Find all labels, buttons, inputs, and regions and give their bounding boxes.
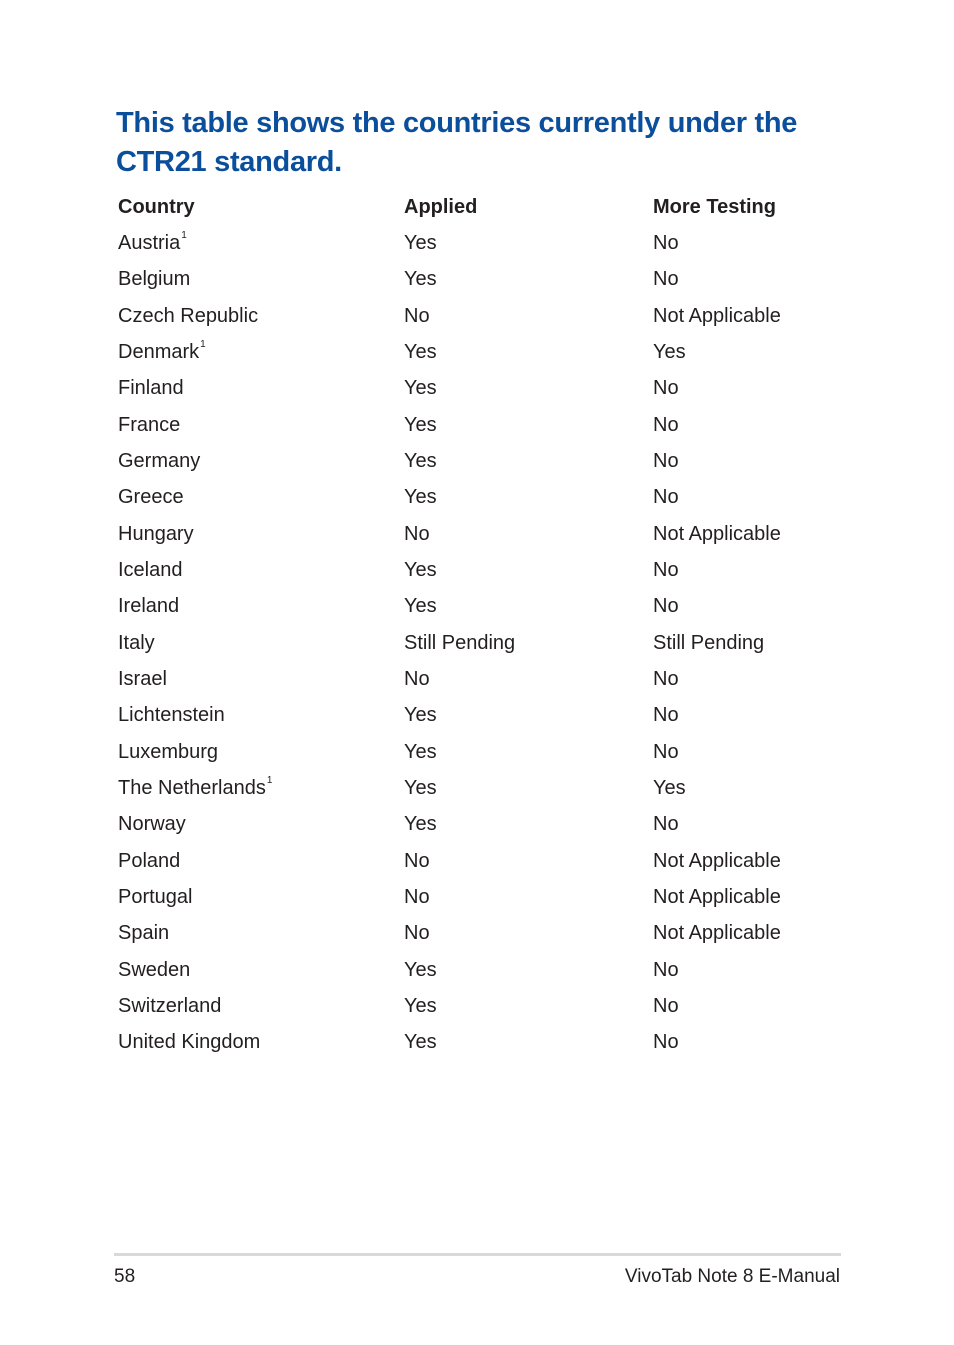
country-name: The Netherlands: [118, 776, 266, 799]
cell-more-testing: No: [653, 558, 679, 581]
column-header-applied: Applied: [404, 195, 478, 218]
cell-applied: Yes: [404, 558, 437, 581]
cell-applied: Yes: [404, 704, 437, 727]
table-row: [118, 298, 853, 334]
cell-more-testing: Yes: [653, 776, 686, 799]
cell-more-testing: Yes: [653, 340, 686, 363]
ctr21-country-table: [118, 189, 853, 1061]
country-name: Ireland: [118, 595, 180, 618]
country-name: Italy: [118, 631, 155, 654]
country-name: Switzerland: [118, 994, 222, 1017]
table-header-row: [118, 189, 853, 225]
cell-applied: Yes: [404, 958, 437, 981]
cell-country: [118, 698, 404, 734]
cell-applied: No: [404, 304, 430, 327]
cell-country: [118, 407, 404, 443]
cell-applied: No: [404, 849, 430, 872]
cell-more-testing: No: [653, 667, 679, 690]
country-name: Portugal: [118, 885, 193, 908]
table-row: [118, 552, 853, 588]
cell-more-testing: Not Applicable: [653, 849, 781, 872]
table-row: [118, 516, 853, 552]
cell-applied: Yes: [404, 449, 437, 472]
cell-country: [118, 298, 404, 334]
table-row: [118, 407, 853, 443]
cell-more-testing: No: [653, 486, 679, 509]
table-row: [118, 879, 853, 915]
country-name: Spain: [118, 922, 170, 945]
table-row: [118, 734, 853, 770]
cell-more-testing: No: [653, 595, 679, 618]
cell-applied: No: [404, 922, 430, 945]
table-row: [118, 262, 853, 298]
cell-applied: No: [404, 667, 430, 690]
table-row: [118, 698, 853, 734]
table-row: [118, 988, 853, 1024]
country-name: United Kingdom: [118, 1031, 261, 1054]
cell-applied: No: [404, 885, 430, 908]
table-row: [118, 661, 853, 697]
cell-more-testing: No: [653, 740, 679, 763]
cell-applied: Yes: [404, 595, 437, 618]
page-number: 58: [114, 1266, 136, 1287]
cell-more-testing: No: [653, 994, 679, 1017]
footnote-marker: 1: [200, 338, 206, 350]
cell-more-testing: Still Pending: [653, 631, 765, 654]
country-name: Poland: [118, 849, 181, 872]
country-name: Israel: [118, 667, 167, 690]
table-row: [118, 443, 853, 479]
table-row: [118, 807, 853, 843]
cell-country: [118, 262, 404, 298]
column-header-more-testing: More Testing: [653, 195, 776, 218]
footnote-marker: 1: [266, 774, 273, 786]
cell-country: [118, 988, 404, 1024]
cell-country: [118, 879, 404, 915]
column-header-country: Country: [118, 195, 195, 218]
cell-more-testing: No: [653, 1031, 679, 1054]
cell-country: [118, 516, 404, 552]
cell-more-testing: Not Applicable: [653, 922, 781, 945]
table-row: [118, 371, 853, 407]
cell-applied: Yes: [404, 413, 437, 436]
cell-country: [118, 1025, 404, 1061]
table-row: [118, 1025, 853, 1061]
footer-divider: [114, 1253, 841, 1256]
country-name: Belgium: [118, 268, 191, 291]
cell-country: [118, 443, 404, 479]
table-body: [118, 225, 853, 1061]
table-row: [118, 952, 853, 988]
cell-applied: Yes: [404, 1031, 437, 1054]
cell-more-testing: No: [653, 377, 679, 400]
table-row: [118, 480, 853, 516]
cell-applied: Yes: [404, 377, 437, 400]
table-row: [118, 589, 853, 625]
country-name: Finland: [118, 377, 184, 400]
country-name: Denmark: [118, 340, 200, 363]
cell-applied: Yes: [404, 231, 437, 254]
cell-more-testing: No: [653, 813, 679, 836]
manual-title: VivoTab Note 8 E-Manual: [624, 1266, 840, 1287]
page-heading: This table shows the countries currently under the CTR21 standard.: [116, 107, 798, 178]
country-name: Czech Republic: [118, 304, 259, 327]
country-name: Austria: [118, 231, 181, 254]
country-name: Norway: [118, 813, 186, 836]
cell-country: [118, 807, 404, 843]
country-name: Lichtenstein: [118, 704, 225, 727]
table-row: [118, 625, 853, 661]
table-row: [118, 334, 853, 370]
footnote-marker: 1: [181, 229, 187, 241]
cell-applied: Yes: [404, 813, 437, 836]
table-row: [118, 770, 853, 806]
cell-country: [118, 734, 404, 770]
country-name: Luxemburg: [118, 740, 219, 763]
country-name: Sweden: [118, 958, 191, 981]
cell-more-testing: No: [653, 449, 679, 472]
cell-country: [118, 371, 404, 407]
cell-country: [118, 589, 404, 625]
cell-country: [118, 770, 404, 806]
cell-applied: Yes: [404, 740, 437, 763]
cell-applied: Yes: [404, 268, 437, 291]
cell-country: [118, 480, 404, 516]
country-name: Greece: [118, 486, 184, 509]
country-name: Germany: [118, 449, 201, 472]
country-name: Hungary: [118, 522, 194, 545]
cell-more-testing: No: [653, 958, 679, 981]
cell-country: [118, 334, 404, 370]
cell-country: [118, 952, 404, 988]
cell-country: [118, 843, 404, 879]
cell-more-testing: No: [653, 704, 679, 727]
cell-applied: Yes: [404, 486, 437, 509]
table-row: [118, 916, 853, 952]
table-row: [118, 843, 853, 879]
cell-more-testing: No: [653, 413, 679, 436]
cell-country: [118, 916, 404, 952]
cell-more-testing: Not Applicable: [653, 885, 781, 908]
cell-applied: Still Pending: [404, 631, 516, 654]
cell-more-testing: Not Applicable: [653, 522, 781, 545]
cell-applied: Yes: [404, 776, 437, 799]
country-name: Iceland: [118, 558, 183, 581]
cell-more-testing: Not Applicable: [653, 304, 781, 327]
cell-country: [118, 225, 404, 261]
cell-country: [118, 661, 404, 697]
cell-country: [118, 552, 404, 588]
cell-more-testing: No: [653, 268, 679, 291]
cell-country: [118, 625, 404, 661]
cell-more-testing: No: [653, 231, 679, 254]
table-row: [118, 225, 853, 261]
cell-applied: Yes: [404, 340, 437, 363]
cell-applied: No: [404, 522, 430, 545]
country-name: France: [118, 413, 181, 436]
cell-applied: Yes: [404, 994, 437, 1017]
